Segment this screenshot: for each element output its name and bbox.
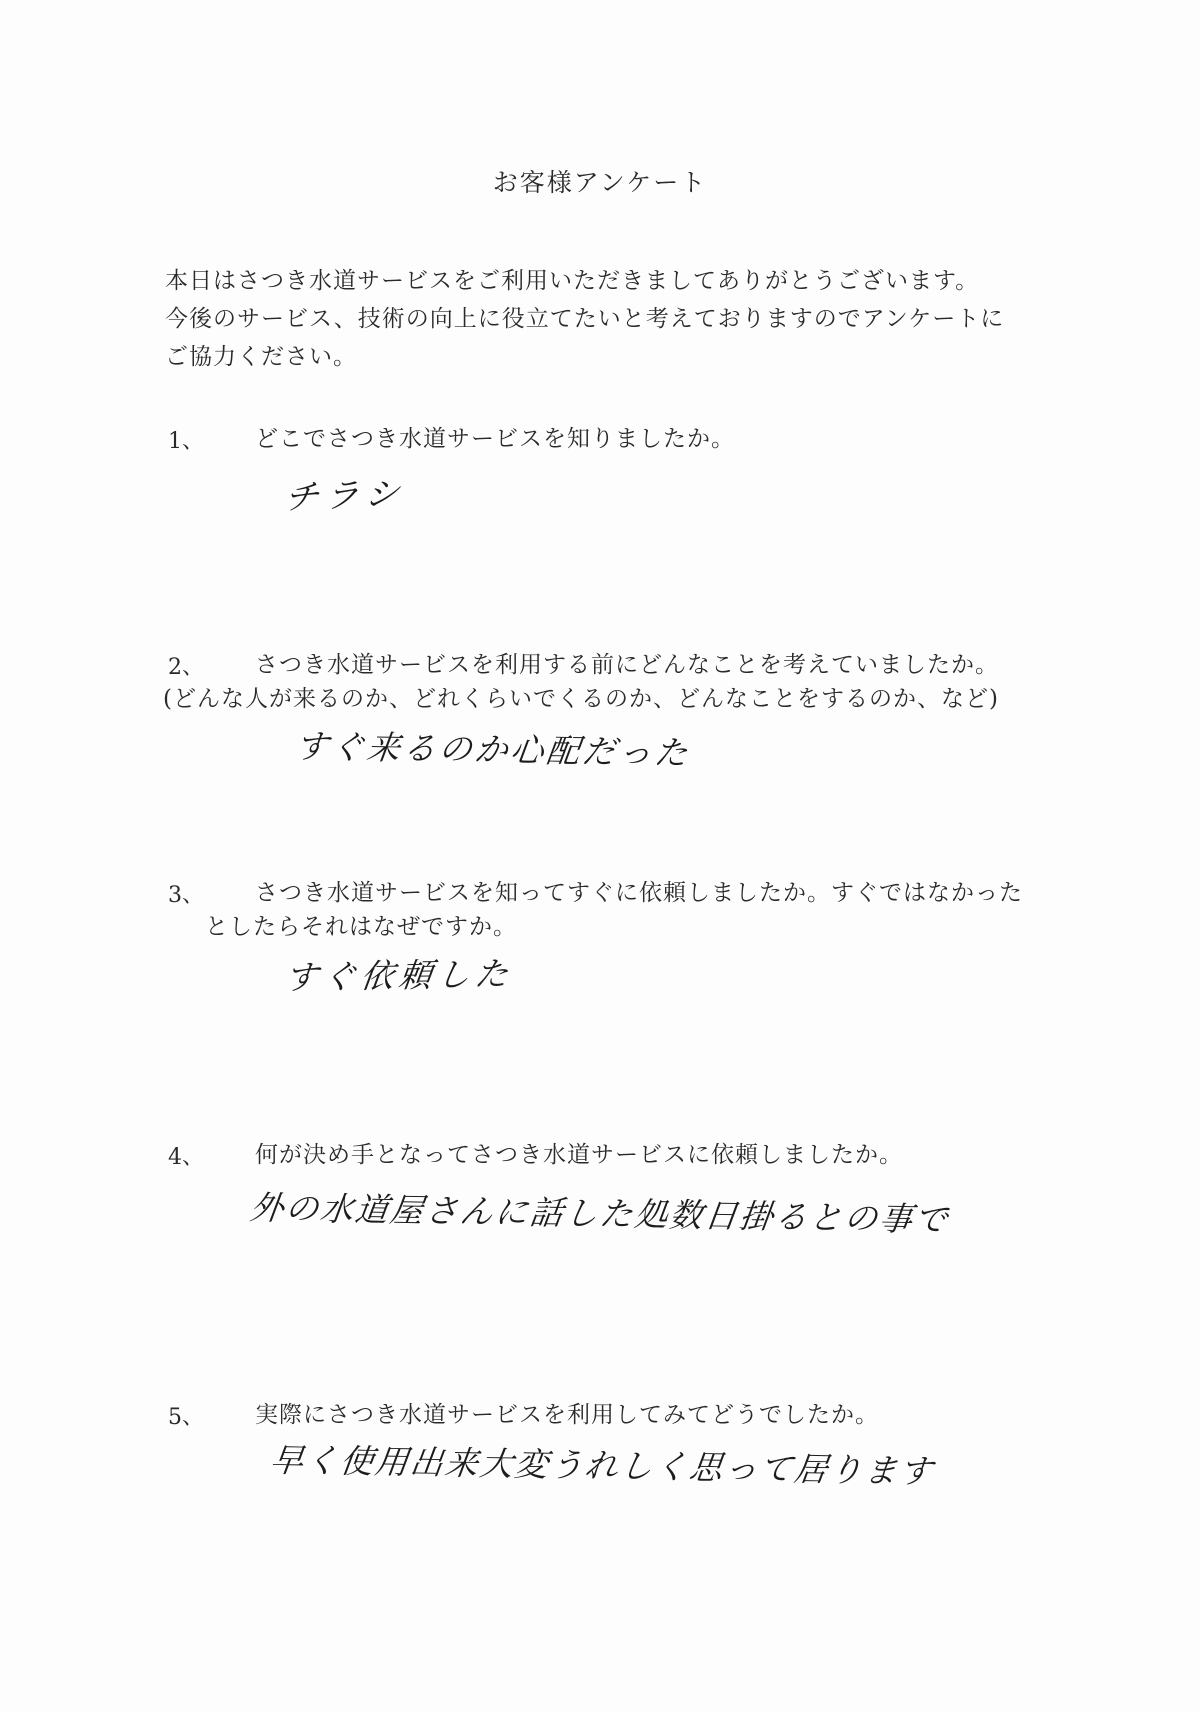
question-2-number: 2、	[168, 655, 204, 680]
question-4-number: 4、	[168, 1145, 204, 1170]
page-title: お客様アンケート	[492, 168, 708, 197]
question-2-text: さつき水道サービスを利用する前にどんなことを考えていましたか。	[255, 652, 999, 678]
answer-3-handwriting: すぐ依頼した	[282, 954, 516, 997]
answer-5-handwriting: 早く使用出来大変うれしく思って居ります	[268, 1440, 937, 1491]
question-3-number: 3、	[168, 883, 204, 908]
question-5-number: 5、	[168, 1405, 204, 1430]
question-4-text: 何が決め手となってさつき水道サービスに依頼しましたか。	[255, 1142, 903, 1168]
intro-line-2: 今後のサービス、技術の向上に役立てたいと考えておりますのでアンケートに	[165, 306, 1005, 332]
intro-line-1: 本日はさつき水道サービスをご利用いただきましてありがとうございます。	[165, 268, 980, 294]
intro-text	[165, 262, 1065, 376]
question-3-text: さつき水道サービスを知ってすぐに依頼しましたか。すぐではなかった	[255, 880, 1023, 906]
question-3-subtext: としたらそれはなぜですか。	[205, 914, 517, 940]
answer-1-handwriting: チラシ	[282, 473, 407, 519]
intro-line-3: ご協力ください。	[165, 344, 357, 370]
question-2-subtext: (どんな人が来るのか、どれくらいでくるのか、どんなことをするのか、など)	[163, 686, 999, 712]
question-5-text: 実際にさつき水道サービスを利用してみてどうでしたか。	[255, 1402, 879, 1428]
answer-2-handwriting: すぐ来るのか心配だった	[292, 726, 693, 773]
question-1-text: どこでさつき水道サービスを知りましたか。	[255, 426, 735, 452]
answer-4-handwriting: 外の水道屋さんに話した処数日掛るとの事で	[248, 1187, 952, 1240]
question-1-number: 1、	[168, 429, 204, 454]
